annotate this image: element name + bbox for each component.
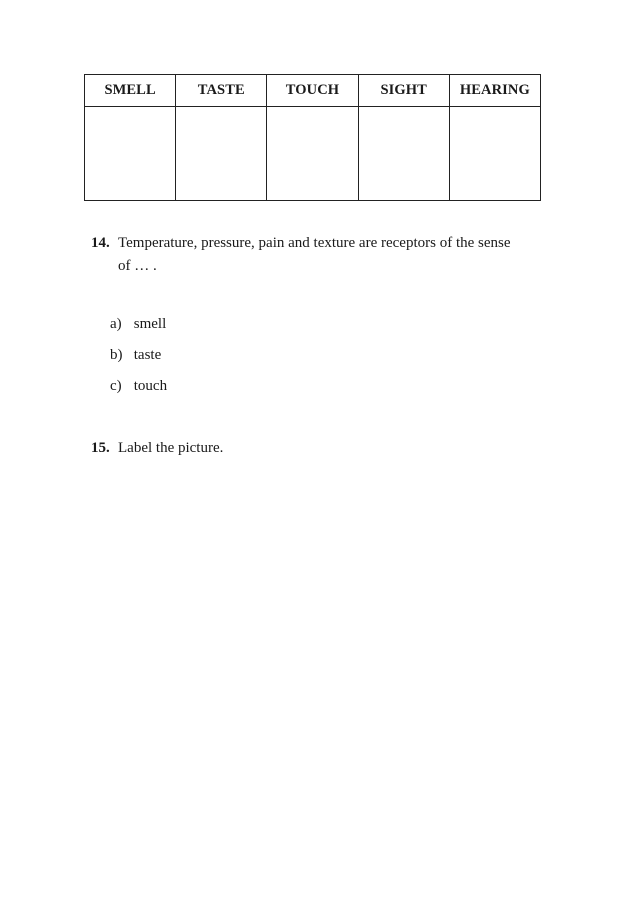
- option-letter: b): [110, 347, 123, 363]
- option-c[interactable]: [110, 375, 167, 406]
- option-text: taste: [133, 347, 162, 363]
- question-15: [91, 437, 561, 460]
- table-header-row: [85, 75, 541, 107]
- question-number: 15.: [91, 440, 110, 456]
- option-b[interactable]: [110, 344, 167, 375]
- answer-cell-sight[interactable]: [358, 107, 449, 201]
- senses-table: [84, 74, 541, 201]
- option-a[interactable]: [110, 313, 167, 344]
- answer-cell-smell[interactable]: [85, 107, 176, 201]
- header-touch: TOUCH: [267, 75, 358, 107]
- question-text: [118, 232, 558, 278]
- question-text-line-2: of … .: [118, 258, 157, 274]
- question-text: Label the picture.: [118, 440, 224, 456]
- answer-cell-touch[interactable]: [267, 107, 358, 201]
- option-text: touch: [133, 378, 168, 394]
- table-answer-row: [85, 107, 541, 201]
- answer-cell-taste[interactable]: [176, 107, 267, 201]
- option-letter: a): [110, 316, 122, 332]
- header-taste: TASTE: [176, 75, 267, 107]
- option-letter: c): [110, 378, 122, 394]
- question-14: [91, 232, 561, 278]
- header-hearing: HEARING: [449, 75, 540, 107]
- question-number: 14.: [91, 235, 110, 251]
- header-sight: SIGHT: [358, 75, 449, 107]
- question-14-options: [110, 313, 167, 406]
- question-text-line-1: Temperature, pressure, pain and texture are receptors of the sense: [118, 235, 511, 251]
- answer-cell-hearing[interactable]: [449, 107, 540, 201]
- header-smell: SMELL: [85, 75, 176, 107]
- option-text: smell: [133, 316, 167, 332]
